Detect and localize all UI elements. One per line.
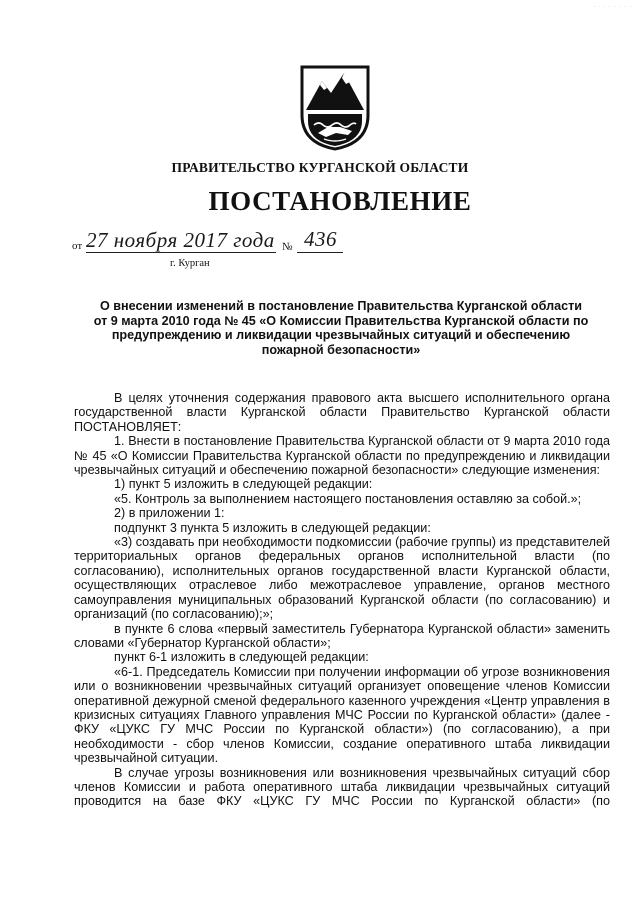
- body-paragraph: подпункт 3 пункта 5 изложить в следующей редакции:: [114, 520, 431, 535]
- body-paragraph: в пункте 6 слова «первый заместитель Губернатора Курганской области» заменить словами «Губернатор Курганской области»;: [74, 621, 610, 650]
- body-paragraph: В случае угрозы возникновения или возникновения чрезвычайных ситуаций сбор членов Комиссии и работа оперативного штаба ликвидации чрезвычайных ситуаций проводится на базе ФКУ «ЦУКС ГУ МЧС России по Курганской области» (по: [74, 765, 610, 809]
- government-name: ПРАВИТЕЛЬСТВО КУРГАНСКОЙ ОБЛАСТИ: [171, 160, 469, 175]
- handwritten-number: 436: [304, 227, 337, 251]
- body-paragraph: «3) создавать при необходимости подкомиссии (рабочие группы) из представителей территориальных органов федеральных органов исполнительной власти (по согласованию), исполнительных органов государственной власти Курганской области, осуществляющих отраслевое либо межотраслевое управление, органов местного самоуправления муниципальных образований Курганской области (по согласованию) и организаций (по согласованию);»;: [74, 535, 610, 622]
- body-paragraph: «5. Контроль за выполнением настоящего постановления оставляю за собой.»;: [114, 491, 582, 506]
- document-type: ПОСТАНОВЛЕНИЕ: [208, 186, 472, 216]
- number-underline: [297, 252, 343, 253]
- date-prefix: от: [72, 240, 83, 252]
- kurgan-coat-of-arms: [296, 63, 374, 151]
- title-line: пожарной безопасности»: [261, 342, 421, 357]
- city-label: г. Курган: [170, 258, 210, 269]
- title-line: О внесении изменений в постановление Правительства Курганской области: [99, 299, 583, 313]
- document-body: [74, 391, 610, 809]
- scan-corner-marks: · · · · · · · ·: [593, 4, 632, 10]
- body-paragraph: В целях уточнения содержания правового акта высшего исполнительного органа государственной власти Курганской области Правительство Курганской области ПОСТАНОВЛЯЕТ:: [74, 391, 610, 434]
- body-paragraph: 1) пункт 5 изложить в следующей редакции:: [114, 477, 373, 492]
- body-paragraph: пункт 6-1 изложить в следующей редакции:: [114, 650, 369, 665]
- body-paragraph: «6-1. Председатель Комиссии при получении информации об угрозе возникновения или о возникновении чрезвычайных ситуаций организует оповещение членов Комиссии оперативной дежурной сменой федерального казенного учреждения «Центр управления в кризисных ситуациях Главного управления МЧС России по Курганской области» (далее - ФКУ «ЦУКС ГУ МЧС России по Курганской области») (по согласованию), а при необходимости - сбор членов Комиссии, создание оперативного штаба ликвидации чрезвычайной ситуации.: [74, 664, 610, 766]
- body-paragraph: 1. Внести в постановление Правительства Курганской области от 9 марта 2010 года № 45 «О Комиссии Правительства Курганской области по предупреждению и ликвидации чрезвычайных ситуаций и обеспечению пожарной безопасности» следующие изменения:: [74, 434, 610, 478]
- document-title: [60, 299, 622, 357]
- number-prefix: №: [282, 241, 293, 253]
- title-line: предупреждению и ликвидации чрезвычайных ситуаций и обеспечению: [111, 328, 571, 342]
- date-underline: [86, 252, 276, 253]
- handwritten-date: 27 ноября 2017 года: [86, 228, 275, 252]
- title-line: от 9 марта 2010 года № 45 «О Комиссии Правительства Курганской области по: [93, 313, 589, 328]
- body-paragraph: 2) в приложении 1:: [114, 506, 225, 521]
- date-number-line: [72, 227, 372, 280]
